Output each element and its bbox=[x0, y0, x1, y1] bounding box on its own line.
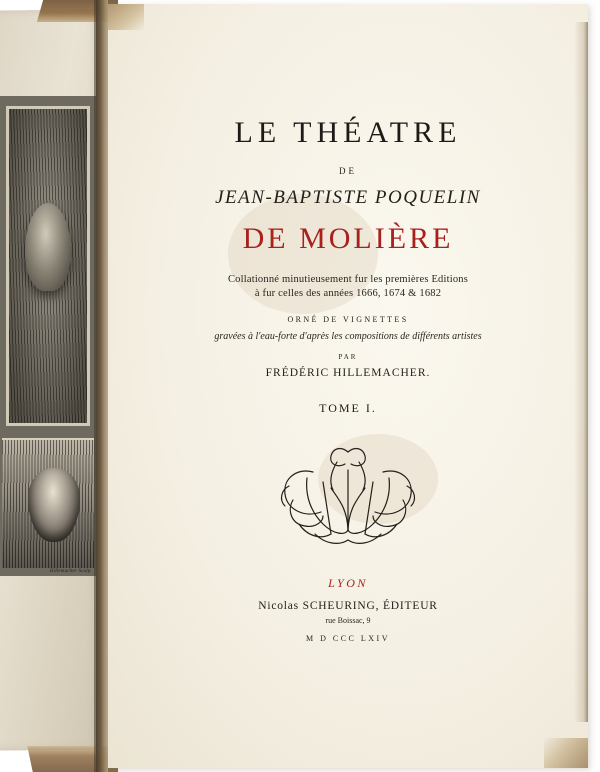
portrait-bust bbox=[25, 203, 71, 291]
collation-line-2: à fur celles des années 1666, 1674 & 1682 bbox=[254, 288, 442, 299]
plate-caption: Hillemacher Sculp. bbox=[49, 569, 92, 574]
page-fore-edge bbox=[574, 22, 588, 722]
by-label: PAR bbox=[338, 353, 358, 361]
comedy-mask bbox=[28, 468, 80, 542]
collation-line-1: Collationné minutieusement fur les premières Editions bbox=[227, 274, 469, 285]
page-title: LE THÉATRE bbox=[234, 116, 462, 149]
engraving-note: gravées à l'eau-forte d'après les compositions de différents artistes bbox=[214, 331, 482, 342]
publisher-name: Nicolas SCHEURING, ÉDITEUR bbox=[258, 600, 438, 612]
frontispiece-engraving bbox=[0, 96, 96, 576]
author-stage-name: DE MOLIÈRE bbox=[242, 222, 454, 255]
cover-corner-top-left bbox=[108, 4, 144, 30]
cover-corner-bottom-right bbox=[544, 738, 588, 768]
author-full-name: JEAN-BAPTISTE POQUELIN bbox=[215, 187, 481, 208]
title-page bbox=[108, 4, 588, 768]
facing-plate-block bbox=[0, 0, 118, 772]
engraving-pedestal bbox=[2, 438, 94, 568]
city-of-publication: LYON bbox=[328, 576, 368, 590]
volume-number: TOME I. bbox=[319, 401, 377, 415]
title-text-column bbox=[148, 4, 548, 643]
publication-date: M D CCC LXIV bbox=[305, 634, 390, 643]
publisher-address: rue Boissac, 9 bbox=[325, 616, 371, 625]
engraver-name: FRÉDÉRIC HILLEMACHER. bbox=[265, 367, 431, 379]
ornament-label: ORNÉ DE VIGNETTES bbox=[287, 315, 409, 324]
engraving-frame bbox=[6, 106, 90, 426]
de-label: DE bbox=[339, 166, 357, 176]
monogram-vignette bbox=[253, 438, 443, 556]
